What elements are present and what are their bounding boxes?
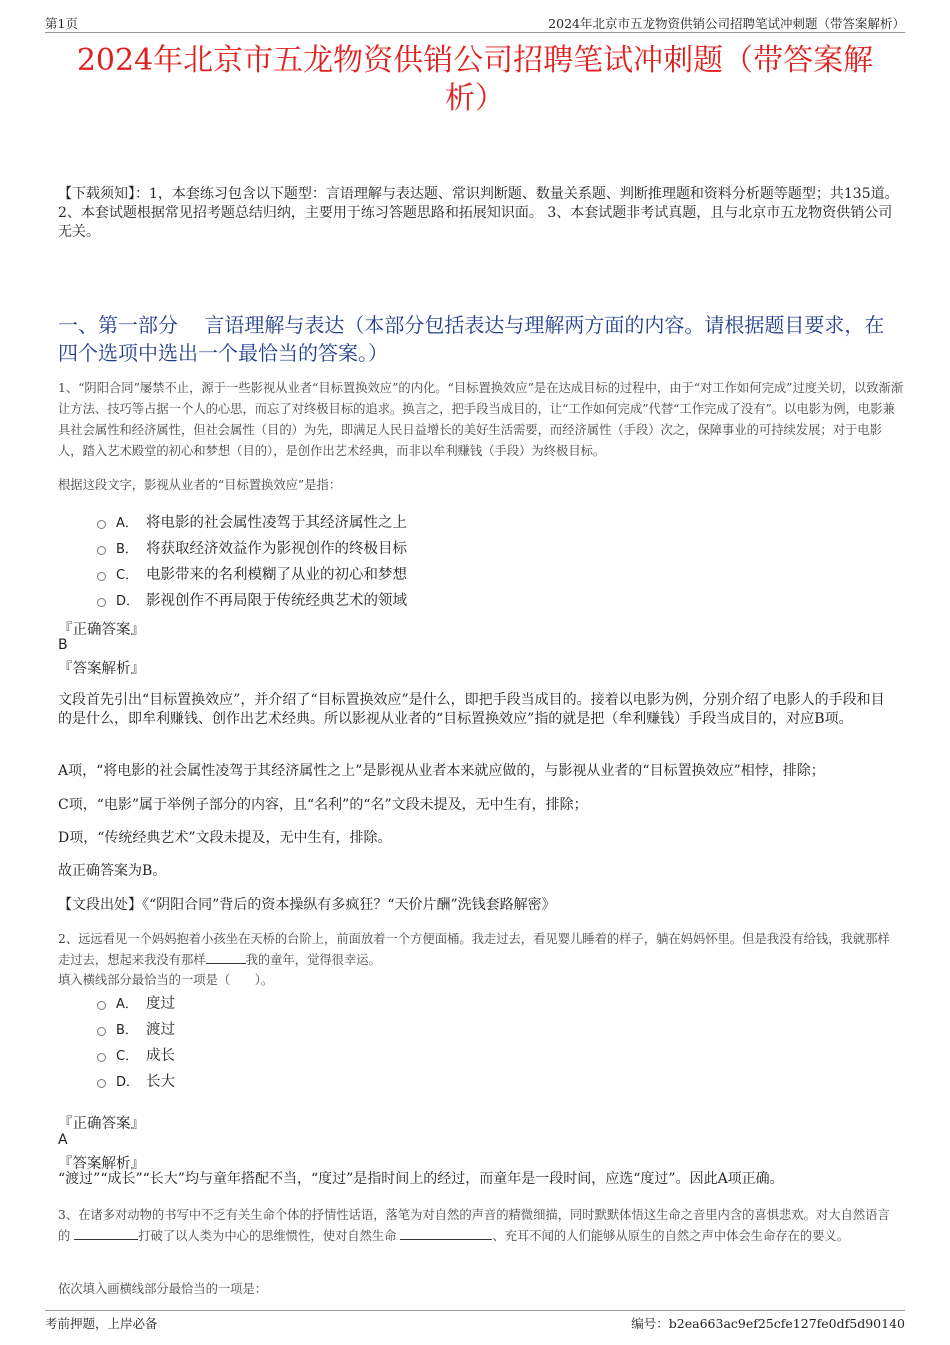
header-doc-title: 2024年北京市五龙物资供销公司招聘笔试冲刺题（带答案解析） — [548, 16, 905, 31]
q3-stem: 3、在诸多对动物的书写中不乏有关生命个体的抒情性话语，落笔为对自然的声音的精微细描，同时默默体悟这生命之音里内含的喜惧悲欢。对大自然语言的 打破了以人类为中心的思维惯性，使对自然生命 、充耳不闻的人们能够从原生的自然之声中体会生命存在的要义。 — [58, 1208, 890, 1243]
radio-icon[interactable] — [97, 1053, 106, 1062]
q1-stem: 1、“阴阳合同”屡禁不止，源于一些影视从业者“目标置换效应”的内化。“目标置换效应”是在达成目标的过程中，由于“对工作如何完成”过度关切，以致渐渐让方法、技巧等占据一个人的心思，而忘了对终极目标的追求。换言之，把手段当成目的，让“工作如何完成”代替“工作完成了没有”。以电影为例，电影兼具社会属性和经济属性，但社会属性（目的）为先，即满足人民日益增长的美好生活需要，而经济属性（手段）次之，保障事业的可持续发展；对于电影人，踏入艺术殿堂的初心和梦想（目的），是创作出艺术经典，而非以牟利赚钱（手段）为终极目标。 — [58, 381, 904, 458]
q2-option-a[interactable]: A． 度过 — [97, 992, 175, 1013]
q1-analysis-a: A项，“将电影的社会属性凌驾于其经济属性之上”是影视从业者本来就应做的，与影视从业者的“目标置换效应”相悖，排除； — [58, 763, 825, 779]
q2-analysis: “渡过”“成长”“长大”均与童年搭配不当，“度过”是指时间上的经过，而童年是一段时间，应选“度过”。因此A项正确。 — [58, 1171, 784, 1187]
q1-answer-label: 『正确答案』 — [58, 622, 145, 638]
q1-analysis-d: D项，“传统经典艺术”文段未提及，无中生有，排除。 — [58, 830, 392, 846]
q1-analysis-label: 『答案解析』 — [58, 661, 145, 677]
q2-stem: 2、远远看见一个妈妈抱着小孩坐在天桥的台阶上，前面放着一个方便面桶。我走过去，看见婴儿睡着的样子，躺在妈妈怀里。但是我没有给钱，我就那样走过去，想起来我没有那样 我的童年，觉得很幸运。 — [58, 932, 890, 967]
q3-question: 依次填入画横线部分最恰当的一项是： — [58, 1282, 268, 1296]
q3-blank-2 — [400, 1239, 492, 1240]
q2-option-c[interactable]: C． 成长 — [97, 1044, 175, 1065]
q1-analysis-c: C项，“电影”属于举例子部分的内容，且“名利”的“名”文段未提及，无中生有，排除； — [58, 797, 588, 813]
q1-option-b[interactable]: B． 将获取经济效益作为影视创作的终极目标 — [97, 537, 407, 558]
document-title: 2024年北京市五龙物资供销公司招聘笔试冲刺题（带答案解析） — [76, 43, 874, 116]
q1-source: 【文段出处】《“阴阳合同”背后的资本操纵有多疯狂？“天价片酬”洗钱套路解密》 — [58, 897, 556, 913]
q1-conclusion: 故正确答案为B。 — [58, 863, 167, 879]
q1-option-a[interactable]: A． 将电影的社会属性凌驾于其经济属性之上 — [97, 511, 407, 532]
radio-icon[interactable] — [97, 1079, 106, 1088]
radio-icon[interactable] — [97, 1001, 106, 1010]
radio-icon[interactable] — [97, 598, 106, 607]
radio-icon[interactable] — [97, 572, 106, 581]
q2-question: 填入横线部分最恰当的一项是（ ）。 — [58, 973, 274, 987]
footer-slogan: 考前押题，上岸必备 — [45, 1316, 158, 1331]
footer-id: 编号：b2ea663ac9ef25cfe127fe0df5d90140 — [631, 1316, 905, 1331]
q1-answer: B — [58, 637, 68, 653]
q2-blank — [206, 963, 246, 964]
q1-question: 根据这段文字，影视从业者的“目标置换效应”是指： — [58, 478, 342, 492]
q1-analysis-main: 文段首先引出“目标置换效应”，并介绍了“目标置换效应”是什么，即把手段当成目的。接着以电影为例，分别介绍了电影人的手段和目的是什么，即牟利赚钱、创作出艺术经典。所以影视从业者的“目标置换效应”指的就是把（牟利赚钱）手段当成目的，对应B项。 — [58, 692, 885, 727]
q2-analysis-label: 『答案解析』 — [58, 1156, 145, 1172]
q1-option-c[interactable]: C． 电影带来的名利模糊了从业的初心和梦想 — [97, 563, 407, 584]
q2-option-d[interactable]: D． 长大 — [97, 1070, 175, 1091]
page-header — [45, 14, 905, 33]
q2-answer-label: 『正确答案』 — [58, 1116, 145, 1132]
q2-option-b[interactable]: B． 渡过 — [97, 1018, 175, 1039]
q1-option-d[interactable]: D． 影视创作不再局限于传统经典艺术的领域 — [97, 589, 407, 610]
page-footer — [45, 1310, 905, 1332]
page-number: 第1页 — [45, 16, 78, 31]
q3-blank-1 — [74, 1239, 138, 1240]
download-notice: 【下载须知】：1，本套练习包含以下题型：言语理解与表达题、常识判断题、数量关系题、判断推理题和资料分析题等题型；共135道。 2、本套试题根据常见招考题总结归纳，主要用于练习答题思路和拓展知识面。 3、本套试题非考试真题，且与北京市五龙物资供销公司无关。 — [58, 186, 899, 240]
section-title: 一、第一部分 言语理解与表达（本部分包括表达与理解两方面的内容。请根据题目要求，在四个选项中选出一个最恰当的答案。） — [58, 313, 885, 365]
radio-icon[interactable] — [97, 1027, 106, 1036]
q2-answer: A — [58, 1132, 68, 1148]
radio-icon[interactable] — [97, 520, 106, 529]
radio-icon[interactable] — [97, 546, 106, 555]
